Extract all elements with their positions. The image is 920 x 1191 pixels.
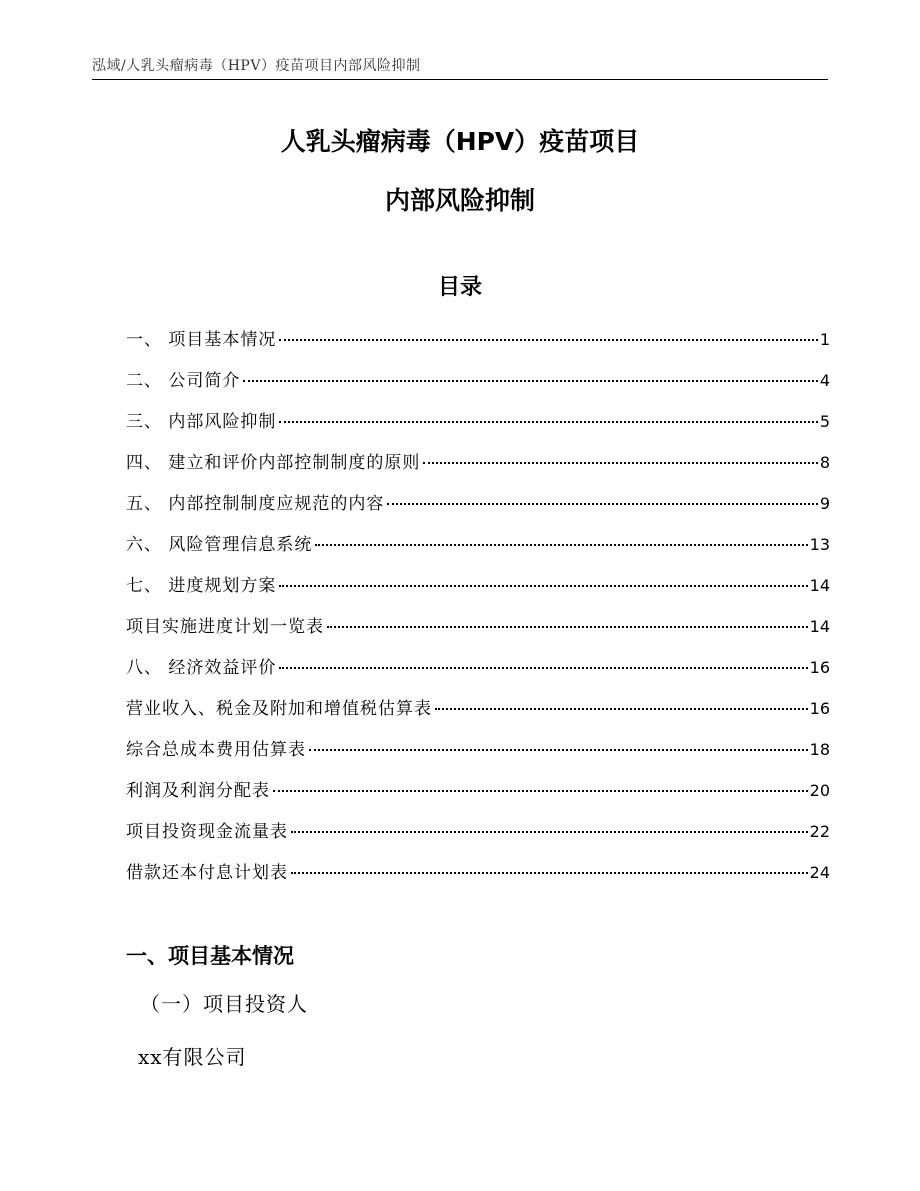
toc-entry[interactable] xyxy=(126,571,830,612)
toc-entry-label: 六、 风险管理信息系统 xyxy=(126,535,313,555)
toc-entry[interactable] xyxy=(126,407,830,448)
toc-entry-label: 项目实施进度计划一览表 xyxy=(126,617,324,637)
toc-page-number: 20 xyxy=(809,781,830,800)
document-title-line-2: 内部风险抑制 xyxy=(384,186,535,215)
running-header: 泓域/人乳头瘤病毒（HPV）疫苗项目内部风险抑制 xyxy=(92,58,421,74)
toc-dot-leader xyxy=(273,790,808,792)
toc-entry[interactable] xyxy=(126,694,830,735)
toc-entry-label: 利润及利润分配表 xyxy=(126,781,270,801)
toc-entry-label: 七、 进度规划方案 xyxy=(126,576,277,596)
toc-heading: 目录 xyxy=(437,275,482,300)
toc-dot-leader xyxy=(291,831,808,833)
toc-entry[interactable] xyxy=(126,776,830,817)
table-of-contents xyxy=(126,325,830,899)
toc-page-number: 1 xyxy=(819,330,830,349)
toc-entry-label: 三、 内部风险抑制 xyxy=(126,412,277,432)
toc-entry[interactable] xyxy=(126,325,830,366)
toc-dot-leader xyxy=(279,585,807,587)
section-heading: 一、项目基本情况 xyxy=(126,944,294,968)
toc-entry[interactable] xyxy=(126,366,830,407)
toc-page-number: 14 xyxy=(809,617,830,636)
toc-page-number: 22 xyxy=(809,822,830,841)
toc-dot-leader xyxy=(387,503,817,505)
toc-entry[interactable] xyxy=(126,530,830,571)
document-title-line-1: 人乳头瘤病毒（HPV）疫苗项目 xyxy=(280,127,640,156)
toc-entry-label: 一、 项目基本情况 xyxy=(126,330,277,350)
toc-page-number: 9 xyxy=(819,494,830,513)
toc-page-number: 8 xyxy=(819,453,830,472)
toc-page-number: 24 xyxy=(809,863,830,882)
toc-page-number: 4 xyxy=(819,371,830,390)
toc-page-number: 18 xyxy=(809,740,830,759)
toc-dot-leader xyxy=(423,462,817,464)
toc-entry[interactable] xyxy=(126,653,830,694)
toc-entry[interactable] xyxy=(126,489,830,530)
toc-entry-label: 项目投资现金流量表 xyxy=(126,822,288,842)
body-paragraph: xx有限公司 xyxy=(138,1045,247,1069)
toc-page-number: 14 xyxy=(809,576,830,595)
toc-dot-leader xyxy=(279,339,817,341)
toc-entry-label: 二、 公司简介 xyxy=(126,371,241,391)
toc-dot-leader xyxy=(291,872,808,874)
toc-entry[interactable] xyxy=(126,612,830,653)
toc-entry[interactable] xyxy=(126,858,830,899)
toc-dot-leader xyxy=(279,667,807,669)
toc-dot-leader xyxy=(315,544,807,546)
toc-entry[interactable] xyxy=(126,735,830,776)
toc-dot-leader xyxy=(279,421,817,423)
toc-entry[interactable] xyxy=(126,448,830,489)
toc-dot-leader xyxy=(243,380,817,382)
toc-page-number: 13 xyxy=(809,535,830,554)
toc-entry-label: 五、 内部控制制度应规范的内容 xyxy=(126,494,385,514)
toc-entry-label: 八、 经济效益评价 xyxy=(126,658,277,678)
toc-entry-label: 借款还本付息计划表 xyxy=(126,863,288,883)
subsection-heading: （一）项目投资人 xyxy=(140,992,308,1016)
toc-dot-leader xyxy=(327,626,808,628)
toc-entry[interactable] xyxy=(126,817,830,858)
toc-dot-leader xyxy=(309,749,808,751)
toc-dot-leader xyxy=(435,708,808,710)
toc-entry-label: 综合总成本费用估算表 xyxy=(126,740,306,760)
toc-page-number: 16 xyxy=(809,658,830,677)
toc-entry-label: 四、 建立和评价内部控制制度的原则 xyxy=(126,453,421,473)
toc-page-number: 5 xyxy=(819,412,830,431)
toc-page-number: 16 xyxy=(809,699,830,718)
header-divider xyxy=(92,79,828,80)
toc-entry-label: 营业收入、税金及附加和增值税估算表 xyxy=(126,699,432,719)
